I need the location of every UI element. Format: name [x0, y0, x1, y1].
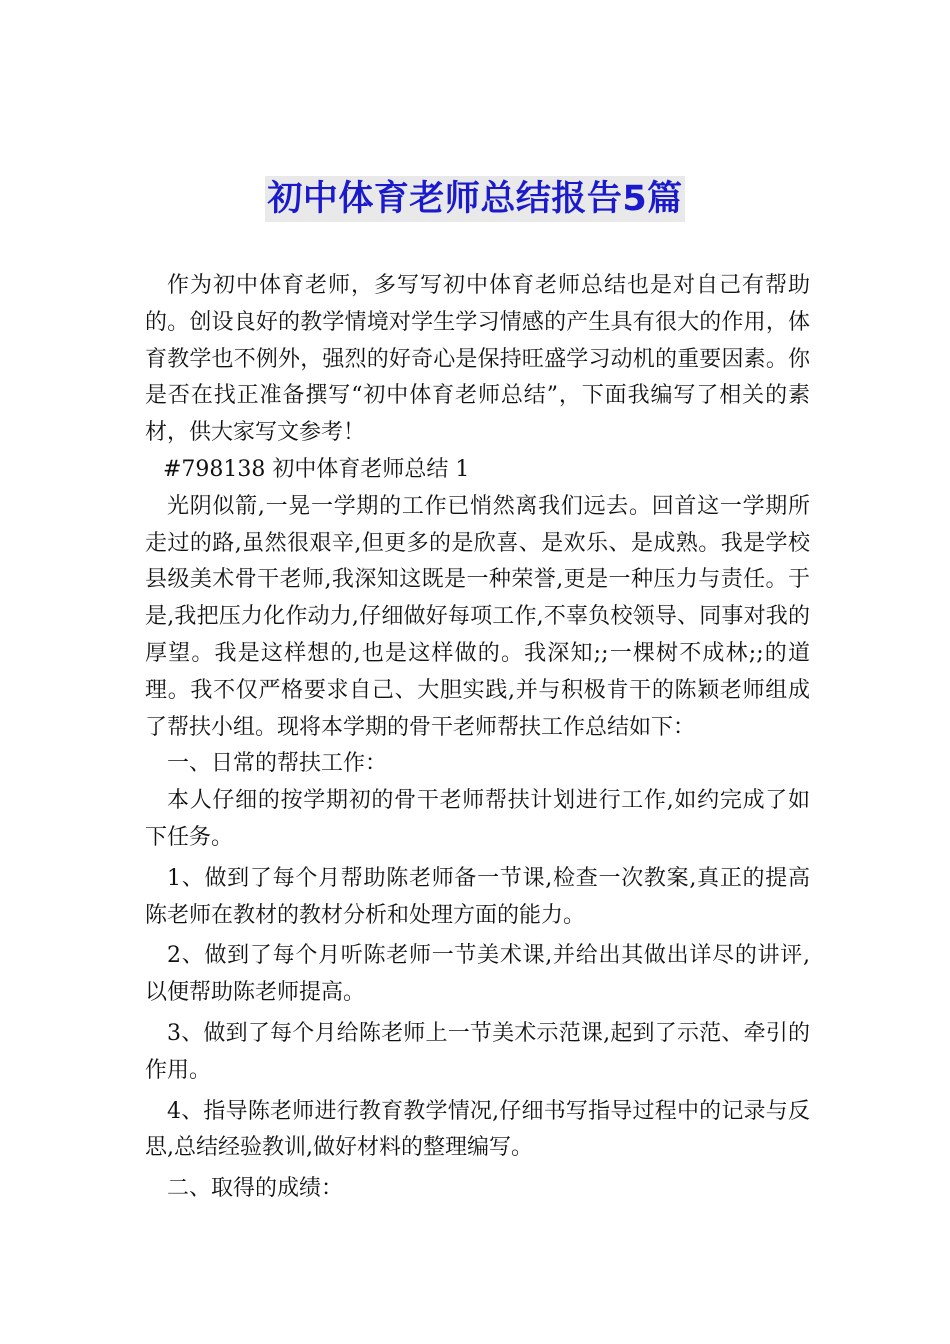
body-paragraph-1: 光阴似箭,一晃一学期的工作已悄然离我们远去。回首这一学期所走过的路,虽然很艰辛,但更多的是欣喜、是欢乐、是成熟。我是学校县级美术骨干老师,我深知这既是一种荣誉,更是一种压力与责任。于是,我把压力化作动力,仔细做好每项工作,不辜负校领导、同事对我的厚望。我是这样想的,也是这样做的。我深知;;一棵树不成林;;的道理。我不仅严格要求自己、大胆实践,并与积极肯干的陈颖老师组成了帮扶小组。现将本学期的骨干老师帮扶工作总结如下： [145, 493, 810, 740]
document-body [145, 268, 810, 1208]
section-title: #798138 初中体育老师总结 1 [163, 456, 470, 482]
list-item: 4、指导陈老师进行教育教学情况,仔细书写指导过程中的记录与反思,总结经验教训,做好材料的整理编写。 [145, 1098, 810, 1161]
section-heading-2: 二、取得的成绩： [167, 1176, 344, 1202]
intro-paragraph: 作为初中体育老师，多写写初中体育老师总结也是对自己有帮助的。创设良好的教学情境对学生学习情感的产生具有很大的作用，体育教学也不例外，强烈的好奇心是保持旺盛学习动机的重要因素。你是否在找正准备撰写“初中体育老师总结”，下面我编写了相关的素材，供大家写文参考！ [145, 273, 810, 446]
list-item: 3、做到了每个月给陈老师上一节美术示范课,起到了示范、牵引的作用。 [145, 1020, 810, 1083]
body-paragraph-2: 本人仔细的按学期初的骨干老师帮扶计划进行工作,如约完成了如下任务。 [145, 788, 810, 850]
list-item: 2、做到了每个月听陈老师一节美术课,并给出其做出详尽的讲评,以便帮助陈老师提高。 [145, 943, 810, 1006]
document-title: 初中体育老师总结报告5篇 [265, 176, 684, 222]
section-heading-1: 一、日常的帮扶工作： [167, 751, 388, 777]
title-wrap [0, 176, 950, 222]
list-item: 1、做到了每个月帮助陈老师备一节课,检查一次教案,真正的提高陈老师在教材的教材分析和处理方面的能力。 [145, 865, 810, 928]
